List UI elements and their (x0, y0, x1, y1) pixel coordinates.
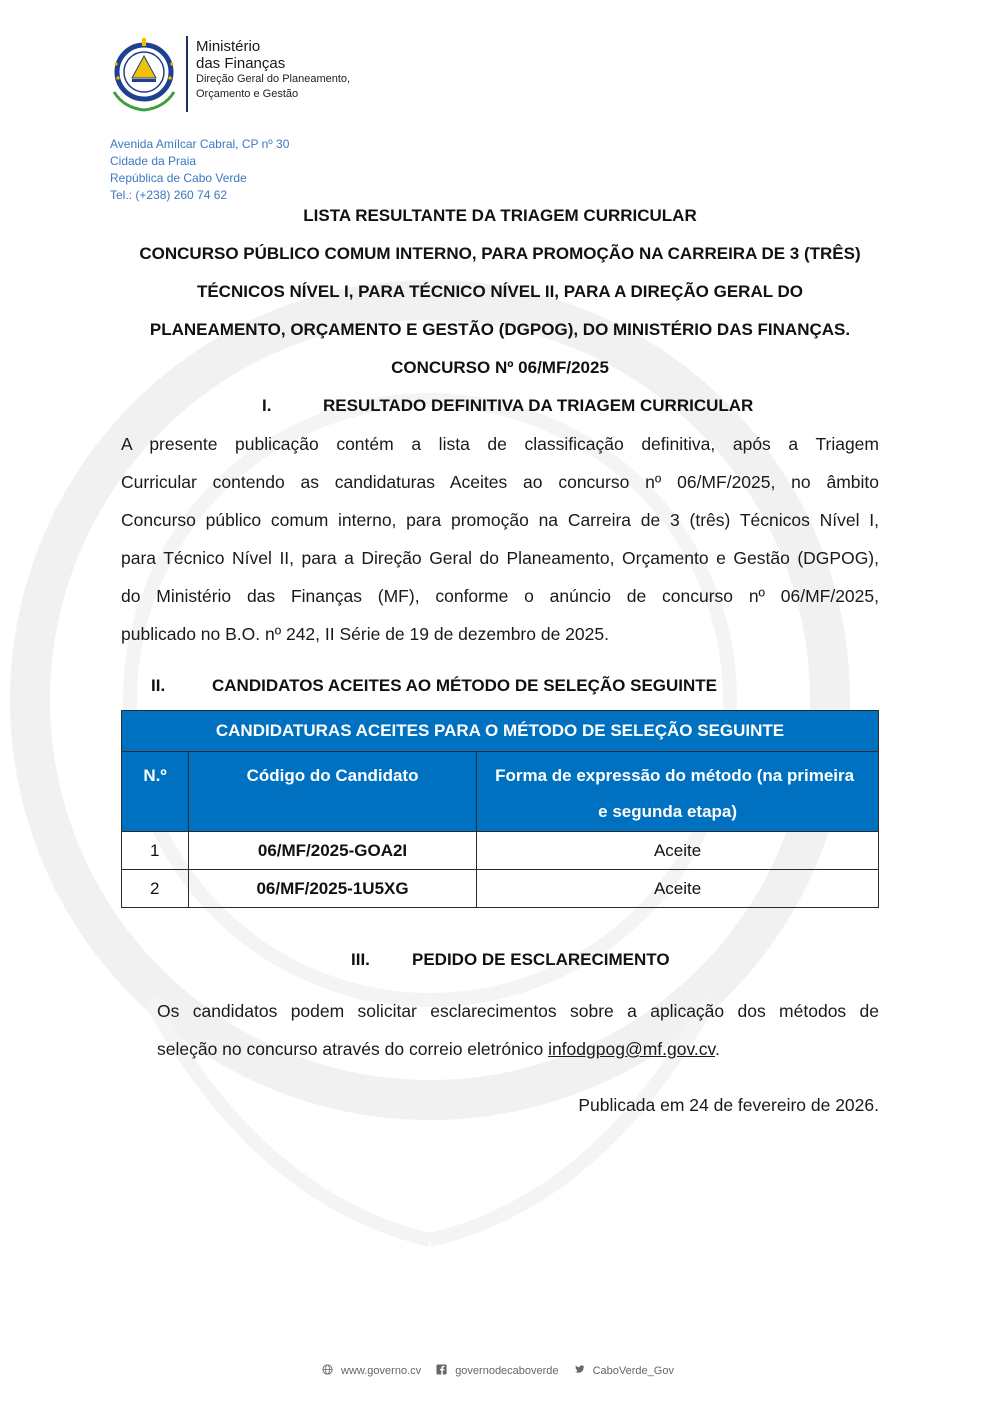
contest-title-line: PLANEAMENTO, ORÇAMENTO E GESTÃO (DGPOG), DO MINISTÉRIO DAS FINANÇAS. (149, 320, 851, 339)
address-block (110, 136, 289, 204)
address-line: República de Cabo Verde (110, 171, 247, 185)
directorate-line1: Direção Geral do Planeamento, (196, 73, 351, 85)
header-divider (186, 36, 188, 112)
footer (0, 1364, 1000, 1377)
paragraph-line: do Ministério das Finanças (MF), conforme o anúncio de concurso nº 06/MF/2025, (121, 586, 879, 606)
paragraph-line: Concurso público comum interno, para promoção na Carreira de 3 (três) Técnicos Nível I, (121, 510, 879, 530)
address-line: Cidade da Praia (110, 154, 197, 168)
paragraph-text: seleção no concurso através do correio eletrónico (157, 1039, 549, 1059)
section-heading-2 (151, 676, 771, 700)
ministry-name-line1: Ministério (196, 38, 261, 55)
section-title: RESULTADO DEFINITIVA DA TRIAGEM CURRICULAR (323, 396, 754, 415)
paragraph-line: publicado no B.O. nº 242, II Série de 19 de dezembro de 2025. (121, 624, 609, 644)
column-header-method (477, 752, 879, 832)
paragraph-line: para Técnico Nível II, para a Direção Geral do Planeamento, Orçamento e Gestão (DGPOG), (121, 548, 879, 568)
footer-twitter[interactable] (574, 1365, 678, 1377)
contest-title-line: CONCURSO PÚBLICO COMUM INTERNO, PARA PROMOÇÃO NA CARREIRA DE 3 (TRÊS) (139, 244, 861, 263)
table-header-row (122, 752, 879, 832)
facebook-icon (436, 1364, 447, 1375)
column-header-code: Código do Candidato (188, 752, 476, 832)
section-number: III. (351, 950, 370, 969)
candidates-table (121, 710, 879, 908)
section-heading-1 (262, 396, 782, 420)
address-line: Tel.: (+238) 260 74 62 (110, 188, 228, 202)
row-number: 2 (122, 870, 189, 908)
address-line: Avenida Amílcar Cabral, CP nº 30 (110, 137, 290, 151)
candidate-status: Aceite (477, 870, 879, 908)
contest-number: CONCURSO Nº 06/MF/2025 (391, 358, 609, 377)
paragraph-line: Os candidatos podem solicitar esclarecimentos sobre a aplicação dos métodos de (157, 1001, 879, 1021)
footer-facebook-text: governodecaboverde (455, 1365, 559, 1377)
contest-title-line: TÉCNICOS NÍVEL I, PARA TÉCNICO NÍVEL II, PARA A DIREÇÃO GERAL DO (196, 282, 804, 301)
header-text (196, 38, 456, 102)
section-3-paragraph (157, 992, 879, 1068)
email-link[interactable]: infodgpog@mf.gov.cv (548, 1039, 715, 1059)
footer-twitter-text: CaboVerde_Gov (592, 1365, 674, 1377)
table-banner: CANDIDATURAS ACEITES PARA O MÉTODO DE SELEÇÃO SEGUINTE (122, 711, 879, 752)
paragraph-text: . (715, 1039, 720, 1059)
ministry-name-line2: das Finanças (196, 55, 286, 72)
table-row (122, 832, 879, 870)
section-heading-3 (351, 950, 751, 974)
column-header-number: N.º (122, 752, 189, 832)
paragraph-line (157, 1030, 879, 1068)
paragraph-line: A presente publicação contém a lista de classificação definitiva, após a Triagem (121, 434, 879, 454)
footer-web-text: www.governo.cv (341, 1365, 422, 1377)
section-1-paragraph (121, 425, 879, 653)
document-title: LISTA RESULTANTE DA TRIAGEM CURRICULAR (303, 206, 697, 225)
footer-facebook[interactable] (436, 1365, 565, 1377)
section-number: I. (262, 396, 272, 415)
paragraph-line: Curricular contendo as candidaturas Aceites ao concurso nº 06/MF/2025, no âmbito (121, 472, 879, 492)
row-number: 1 (122, 832, 189, 870)
candidate-code: 06/MF/2025-1U5XG (188, 870, 476, 908)
section-title: CANDIDATOS ACEITES AO MÉTODO DE SELEÇÃO SEGUINTE (212, 676, 718, 695)
globe-icon (322, 1364, 333, 1375)
footer-web[interactable] (322, 1365, 428, 1377)
column-header-method-line1: Forma de expressão do método (na primeira (495, 766, 855, 785)
publication-date: Publicada em 24 de fevereiro de 2026. (578, 1095, 879, 1115)
section-title: PEDIDO DE ESCLARECIMENTO (412, 950, 670, 969)
candidate-status: Aceite (477, 832, 879, 870)
twitter-icon (574, 1364, 585, 1375)
candidate-code: 06/MF/2025-GOA2I (188, 832, 476, 870)
section-number: II. (151, 676, 166, 695)
directorate-line2: Orçamento e Gestão (196, 88, 299, 100)
table-row (122, 870, 879, 908)
cabo-verde-coat-of-arms-icon (104, 34, 184, 114)
column-header-method-line2: e segunda etapa) (598, 802, 738, 821)
